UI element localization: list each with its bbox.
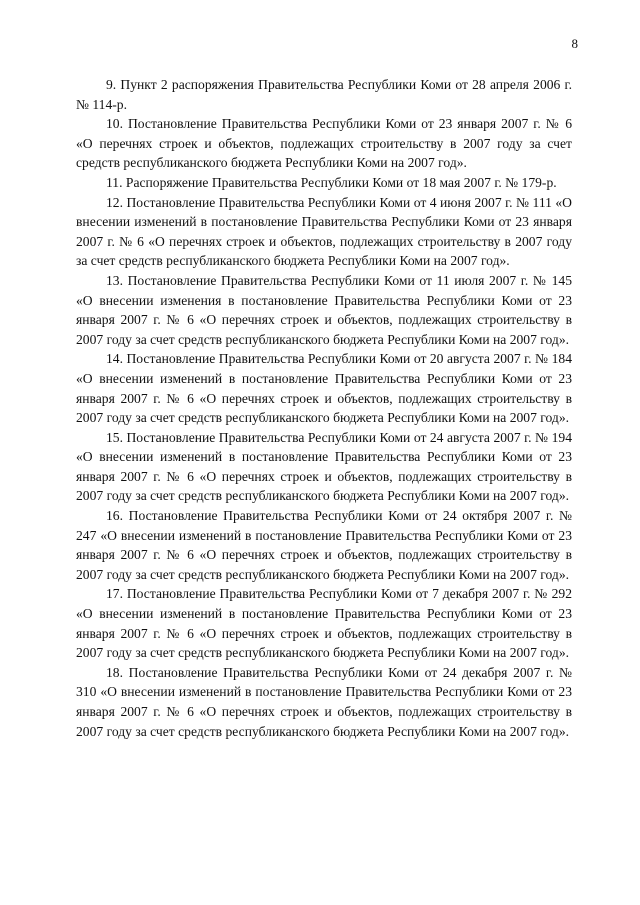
list-item-12: 12. Постановление Правительства Республики Коми от 4 июня 2007 г. № 111 «О внесении изменений в постановление Правительства Республики Коми от 23 января 2007 г. № 6 «О перечнях строек и объектов, подлежащих строительству в 2007 году за счет средств республиканского бюджета Республики Коми на 2007 год».: [76, 194, 572, 269]
page-number: 8: [571, 36, 578, 51]
list-item-9: 9. Пункт 2 распоряжения Правительства Республики Коми от 28 апреля 2006 г. № 114-р.: [76, 77, 572, 112]
list-item-16: 16. Постановление Правительства Республики Коми от 24 октября 2007 г. № 247 «О внесении изменений в постановление Правительства Республики Коми от 23 января 2007 г. № 6 «О перечнях строек и объектов, подлежащих строительству в 2007 году за счет средств республиканского бюджета Республики Коми на 2007 год».: [76, 508, 572, 582]
list-item-17: 17. Постановление Правительства Республики Коми от 7 декабря 2007 г. № 292 «О внесении изменений в постановление Правительства Республики Коми от 23 января 2007 г. № 6 «О перечнях строек и объектов, подлежащих строительству в 2007 году за счет средств республиканского бюджета Республики Коми на 2007 год».: [76, 586, 572, 661]
list-item-18: 18. Постановление Правительства Республики Коми от 24 декабря 2007 г. № 310 «О внесении изменений в постановление Правительства Республики Коми от 23 января 2007 г. № 6 «О перечнях строек и объектов, подлежащих строительству в 2007 году за счет средств республиканского бюджета Республики Коми на 2007 год».: [76, 664, 572, 739]
list-item-14: 14. Постановление Правительства Республики Коми от 20 августа 2007 г. № 184 «О внесении изменений в постановление Правительства Республики Коми от 23 января 2007 г. № 6 «О перечнях строек и объектов, подлежащих строительству в 2007 году за счет средств республиканского бюджета Республики Коми на 2007 год».: [76, 351, 572, 426]
list-item-15: 15. Постановление Правительства Республики Коми от 24 августа 2007 г. № 194 «О внесении изменений в постановление Правительства Республики Коми от 23 января 2007 г. № 6 «О перечнях строек и объектов, подлежащих строительству в 2007 году за счет средств республиканского бюджета Республики Коми на 2007 год».: [76, 429, 572, 504]
list-item-10: 10. Постановление Правительства Республики Коми от 23 января 2007 г. № 6 «О перечнях строек и объектов, подлежащих строительству в 2007 году за счет средств республиканского бюджета Республики Коми на 2007 год».: [76, 116, 572, 171]
list-item-13: 13. Постановление Правительства Республики Коми от 11 июля 2007 г. № 145 «О внесении изменения в постановление Правительства Республики Коми от 23 января 2007 г. № 6 «О перечнях строек и объектов, подлежащих строительству в 2007 году за счет средств республиканского бюджета Республики Коми на 2007 год».: [76, 272, 572, 347]
list-item-11: 11. Распоряжение Правительства Республики Коми от 18 мая 2007 г. № 179-р.: [106, 174, 557, 190]
document-body: [76, 75, 572, 741]
